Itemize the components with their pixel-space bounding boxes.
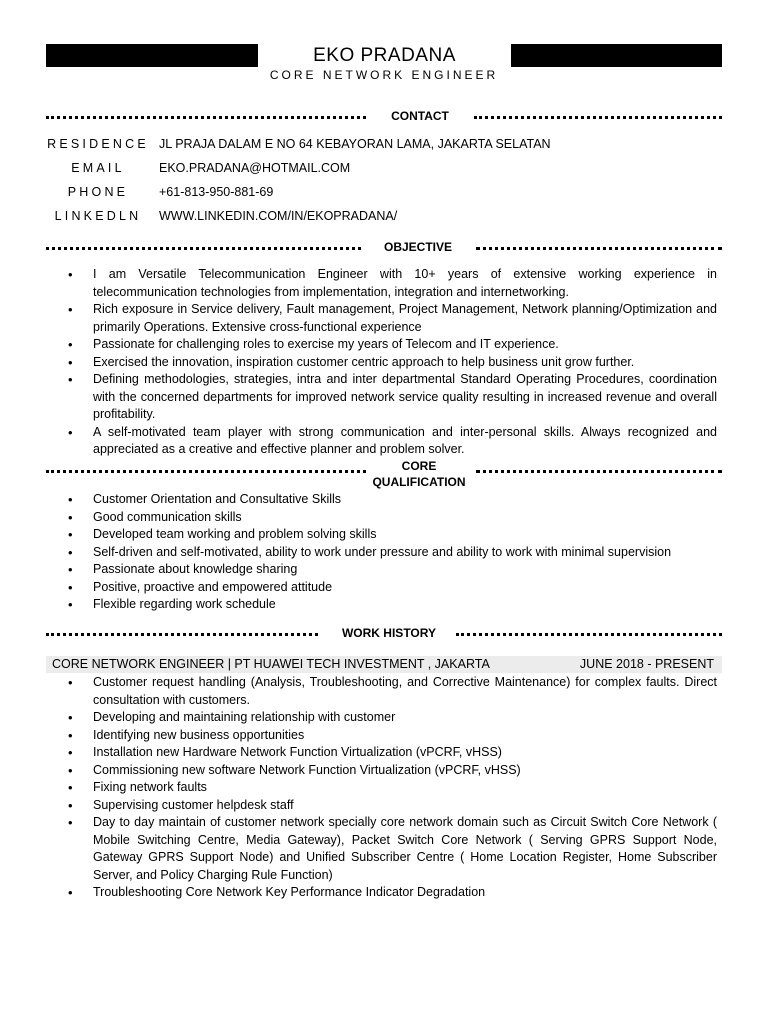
list-item: • Rich exposure in Service delivery, Fault management, Project Management, Network planning/Optimization and primarily Operations. Extensive cross-functional experience: [46, 301, 717, 336]
candidate-name: EKO PRADANA: [313, 45, 456, 66]
job-header: [46, 656, 722, 673]
list-item: • Good communication skills: [46, 509, 717, 527]
section-divider-right: [474, 116, 722, 119]
section-divider-left: [46, 633, 318, 636]
core-section-header: [46, 459, 722, 491]
contact-label: EMAIL: [71, 161, 125, 175]
list-item: • Commissioning new software Network Function Virtualization (vPCRF, vHSS): [46, 762, 717, 780]
contact-row-email: [46, 161, 722, 179]
contact-section-header: [46, 109, 722, 125]
contact-label: PHONE: [67, 185, 129, 199]
contact-row-phone: [46, 185, 722, 203]
contact-value: +61-813-950-881-69: [159, 185, 274, 199]
work-duties-list: [46, 674, 717, 902]
list-item: • Defining methodologies, strategies, intra and inter departmental Standard Operating Procedures, coordination with the concerned departments for improved network service quality resulting in increased revenue and overall profitability.: [46, 371, 717, 424]
contact-value: WWW.LINKEDIN.COM/IN/EKOPRADANA/: [159, 209, 398, 223]
contact-row-linkedin: [46, 209, 722, 227]
list-item: • Positive, proactive and empowered attitude: [46, 579, 717, 597]
job-dates: JUNE 2018 - PRESENT: [579, 657, 714, 671]
list-item: • Customer request handling (Analysis, Troubleshooting, and Corrective Maintenance) for complex faults. Direct consultation with customers.: [46, 674, 717, 709]
list-item: • Identifying new business opportunities: [46, 727, 717, 745]
contact-label: RESIDENCE: [47, 137, 149, 151]
header-bar-right: [511, 44, 722, 67]
list-item: • Developed team working and problem solving skills: [46, 526, 717, 544]
list-item: • A self-motivated team player with strong communication and inter-personal skills. Always recognized and appreciated as a creative and effective planner and problem solver.: [46, 424, 717, 459]
candidate-title: CORE NETWORK ENGINEER: [269, 68, 499, 82]
section-divider-right: [476, 470, 722, 473]
contact-row-residence: [46, 137, 722, 155]
contact-value: EKO.PRADANA@HOTMAIL.COM: [159, 161, 351, 175]
section-divider-right: [476, 247, 722, 250]
objective-section-header: [46, 240, 722, 256]
list-item: • Exercised the innovation, inspiration customer centric approach to help business unit grow further.: [46, 354, 717, 372]
contact-heading: CONTACT: [391, 109, 449, 123]
core-heading-line2: QUALIFICATION: [372, 475, 466, 489]
list-item: • Passionate for challenging roles to exercise my years of Telecom and IT experience.: [46, 336, 717, 354]
objective-list: [46, 266, 717, 459]
list-item: • Developing and maintaining relationship with customer: [46, 709, 717, 727]
list-item: • Installation new Hardware Network Function Virtualization (vPCRF, vHSS): [46, 744, 717, 762]
work-history-section-header: [46, 626, 722, 642]
objective-heading: OBJECTIVE: [383, 240, 452, 254]
section-divider-left: [46, 247, 361, 250]
section-divider-right: [456, 633, 722, 636]
list-item: • I am Versatile Telecommunication Engineer with 10+ years of extensive working experience in telecommunication technologies from implementation, integration and internetworking.: [46, 266, 717, 301]
list-item: • Customer Orientation and Consultative Skills: [46, 491, 717, 509]
contact-value: JL PRAJA DALAM E NO 64 KEBAYORAN LAMA, JAKARTA SELATAN: [159, 137, 551, 151]
core-heading-line1: CORE: [401, 459, 437, 473]
section-divider-left: [46, 116, 366, 119]
job-title: CORE NETWORK ENGINEER | PT HUAWEI TECH INVESTMENT , JAKARTA: [52, 657, 490, 671]
core-qualification-list: [46, 491, 717, 614]
header-bar-left: [46, 44, 258, 67]
list-item: • Self-driven and self-motivated, ability to work under pressure and ability to work with minimal supervision: [46, 544, 717, 562]
section-divider-left: [46, 470, 366, 473]
list-item: • Troubleshooting Core Network Key Performance Indicator Degradation: [46, 884, 717, 902]
contact-label: LINKEDLN: [54, 209, 142, 223]
list-item: • Day to day maintain of customer network specially core network domain such as Circuit Switch Core Network ( Mobile Switching Centre, Media Gateway), Packet Switch Core Network ( Serving GPRS Support Node, Gateway GPRS Support Node) and Unified Subscriber Centre ( Home Location Register, Home Subscriber Server, and Policy Charging Rule Function): [46, 814, 717, 884]
list-item: • Supervising customer helpdesk staff: [46, 797, 717, 815]
list-item: • Fixing network faults: [46, 779, 717, 797]
list-item: • Passionate about knowledge sharing: [46, 561, 717, 579]
list-item: • Flexible regarding work schedule: [46, 596, 717, 614]
work-history-heading: WORK HISTORY: [341, 626, 436, 640]
